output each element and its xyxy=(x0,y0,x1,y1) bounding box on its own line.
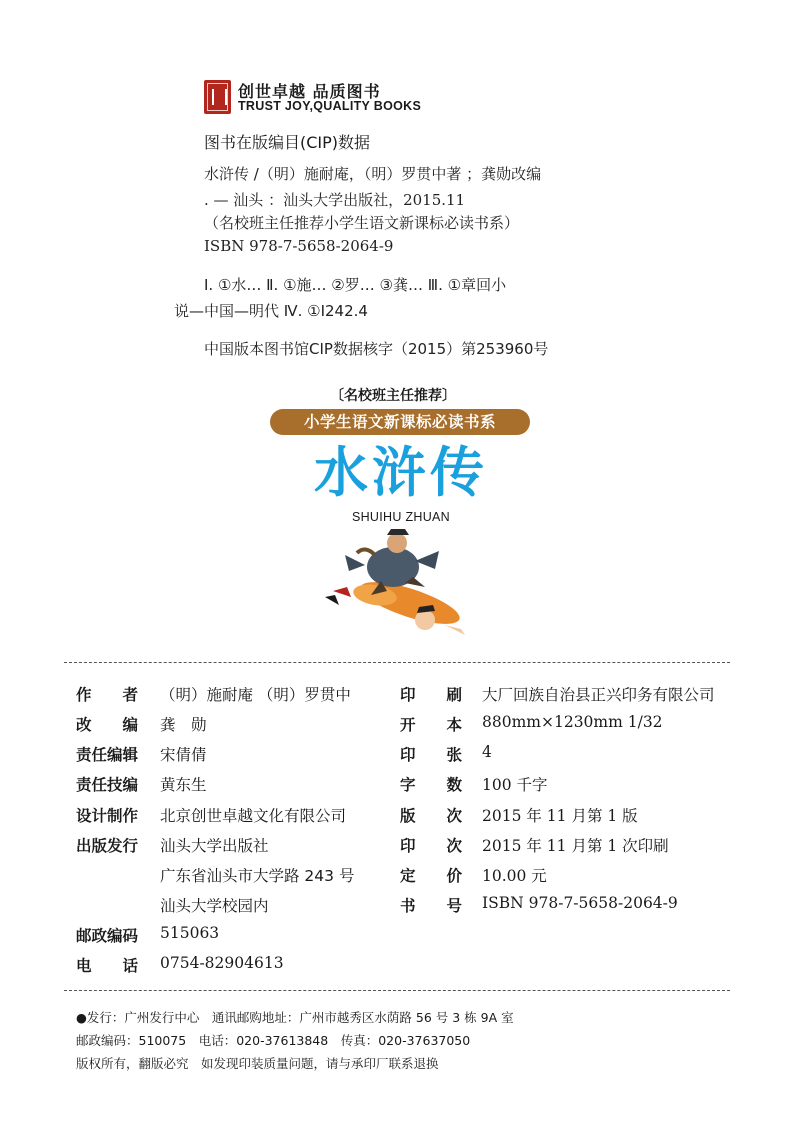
info-value-sheets: 4 xyxy=(482,743,492,761)
info-label-publisher: 出版发行 xyxy=(76,837,139,855)
footer-contact: 邮政编码：510075 电话：020-37613848 传真：020-37637050 xyxy=(76,1033,471,1048)
info-label-isbn: 书 号 xyxy=(400,897,463,915)
info-value-format: 880mm×1230mm 1/32 xyxy=(482,713,663,731)
book-title: 水浒传 xyxy=(314,441,488,504)
cip-line: 说—中国—明代 Ⅳ. ①I242.4 xyxy=(174,302,368,320)
info-value-editor: 宋倩倩 xyxy=(160,746,207,764)
publisher-name-cn: 创世卓越 品质图书 xyxy=(238,82,381,101)
publisher-seal-logo xyxy=(204,80,231,114)
info-value-design: 北京创世卓越文化有限公司 xyxy=(160,807,347,825)
info-label-printer: 印 刷 xyxy=(400,686,463,704)
info-value-publisher: 汕头大学出版社 xyxy=(160,837,269,855)
separator-top xyxy=(64,662,730,663)
info-value-isbn: ISBN 978-7-5658-2064-9 xyxy=(482,894,678,912)
info-value-adapter: 龚 勋 xyxy=(160,716,207,734)
series-recommendation: 〔名校班主任推荐〕 xyxy=(330,388,456,404)
info-label-edition: 版 次 xyxy=(400,807,463,825)
cip-line: 水浒传 /（明）施耐庵，（明）罗贯中著 ；龚勋改编 xyxy=(204,165,542,183)
info-value-edition: 2015 年 11 月第 1 版 xyxy=(482,807,638,825)
cip-line: （名校班主任推荐小学生语文新课标必读书系） xyxy=(204,214,520,232)
series-banner: 小学生语文新课标必读书系 xyxy=(270,409,530,435)
info-label-price: 定 价 xyxy=(400,867,463,885)
info-value-printing: 2015 年 11 月第 1 次印刷 xyxy=(482,837,669,855)
info-label-adapter: 改 编 xyxy=(76,716,139,734)
info-value-address-line2: 汕头大学校园内 xyxy=(160,897,269,915)
info-value-address-line1: 广东省汕头市大学路 243 号 xyxy=(160,867,355,885)
cip-line: Ⅰ. ①水… Ⅱ. ①施… ②罗… ③龚… Ⅲ. ①章回小 xyxy=(204,276,507,294)
publisher-name-en: TRUST JOY,QUALITY BOOKS xyxy=(238,99,422,113)
cip-line: . — 汕头 ：汕头大学出版社，2015.11 xyxy=(204,191,466,209)
info-value-author: （明）施耐庵 （明）罗贯中 xyxy=(160,686,351,704)
info-label-author: 作 者 xyxy=(76,686,139,704)
info-value-printer: 大厂回族自治县正兴印务有限公司 xyxy=(482,686,715,704)
info-label-word-count: 字 数 xyxy=(400,776,463,794)
footer-copyright: 版权所有，翻版必究 如发现印装质量问题，请与承印厂联系退换 xyxy=(76,1056,439,1071)
info-label-tech-editor: 责任技编 xyxy=(76,776,139,794)
cip-line: 中国版本图书馆CIP数据核字（2015）第253960号 xyxy=(204,340,549,358)
info-label-design: 设计制作 xyxy=(76,807,139,825)
footer-distribution: ●发行：广州发行中心 通讯邮购地址：广州市越秀区水荫路 56 号 3 栋 9A 室 xyxy=(76,1010,514,1025)
info-value-price: 10.00 元 xyxy=(482,867,547,885)
info-value-word-count: 100 千字 xyxy=(482,776,548,794)
info-value-tech-editor: 黄东生 xyxy=(160,776,207,794)
cover-illustration xyxy=(305,525,485,640)
info-value-phone: 0754-82904613 xyxy=(160,954,284,972)
separator-bottom xyxy=(64,990,730,991)
info-label-phone: 电 话 xyxy=(76,957,139,975)
info-label-printing: 印 次 xyxy=(400,837,463,855)
cip-line: ISBN 978-7-5658-2064-9 xyxy=(204,237,394,255)
info-value-postcode: 515063 xyxy=(160,924,220,942)
info-label-editor: 责任编辑 xyxy=(76,746,139,764)
info-label-sheets: 印 张 xyxy=(400,746,463,764)
book-title-pinyin: SHUIHU ZHUAN xyxy=(351,510,451,524)
info-label-format: 开 本 xyxy=(400,716,463,734)
info-label-postcode: 邮政编码 xyxy=(76,927,139,945)
cip-title: 图书在版编目(CIP)数据 xyxy=(204,133,371,152)
